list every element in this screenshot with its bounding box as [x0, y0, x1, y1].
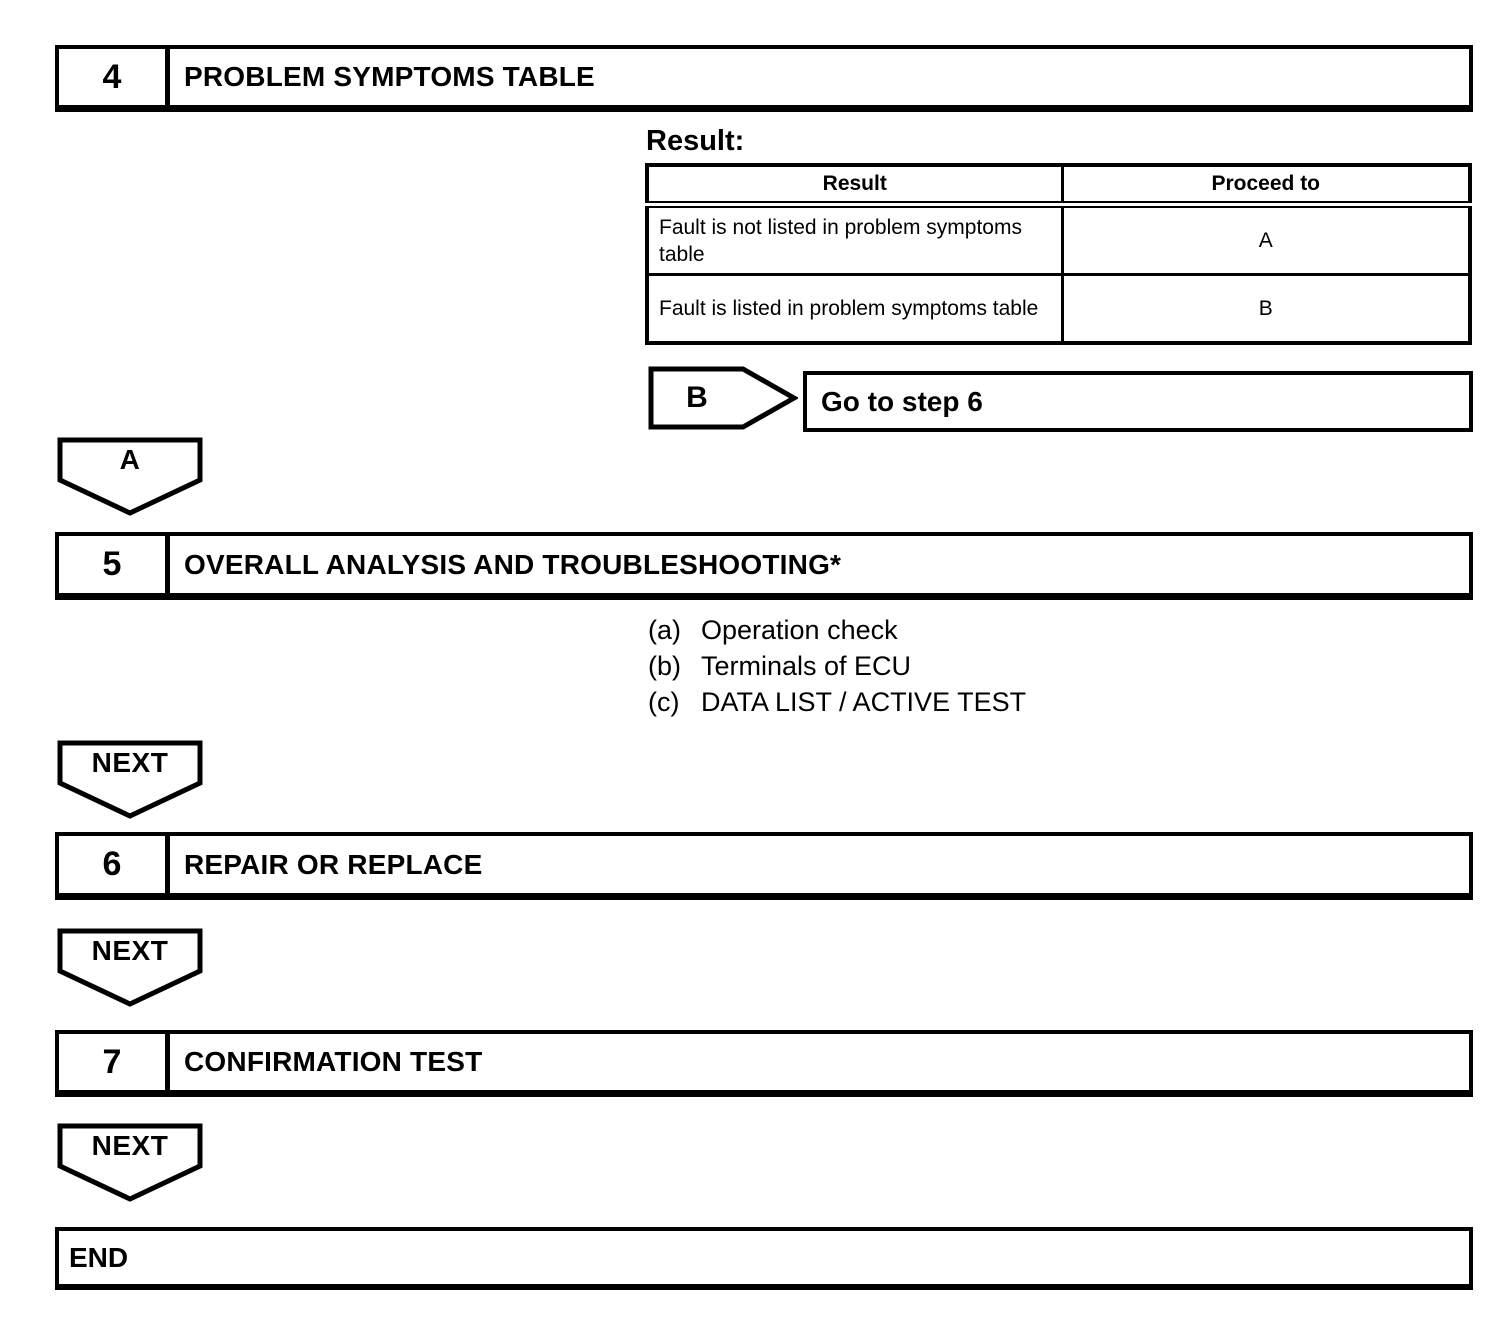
proceed-to-cell: B [1062, 275, 1470, 344]
step-6-box [55, 832, 1473, 900]
step-6-title: REPAIR OR REPLACE [184, 848, 483, 880]
list-item [648, 684, 1026, 720]
step-7-box [55, 1030, 1473, 1097]
branch-b-connector [648, 366, 798, 430]
next-label: NEXT [91, 1130, 169, 1161]
list-item-marker: (b) [648, 650, 681, 681]
step-5-box [55, 532, 1473, 600]
proceed-to-column-header: Proceed to [1062, 165, 1470, 205]
next-connector-2 [57, 928, 203, 1008]
list-item-text: DATA LIST / ACTIVE TEST [701, 686, 1027, 717]
end-box: END [55, 1227, 1473, 1290]
list-item-marker: (a) [648, 614, 681, 645]
next-label: NEXT [91, 747, 169, 778]
next-label: NEXT [91, 935, 169, 966]
step-5-detail-list [648, 612, 1026, 720]
step-4-box [55, 45, 1473, 112]
step-6-number: 6 [59, 836, 170, 893]
result-heading: Result: [646, 125, 745, 157]
list-item-text: Terminals of ECU [701, 650, 912, 681]
next-connector-3 [57, 1123, 203, 1203]
proceed-to-cell: A [1062, 205, 1470, 275]
list-item [648, 648, 1026, 684]
connector-a-label: A [119, 444, 141, 475]
next-connector-1 [57, 740, 203, 820]
step-4-title: PROBLEM SYMPTOMS TABLE [184, 61, 595, 92]
result-column-header: Result [647, 165, 1062, 205]
result-table [645, 163, 1472, 345]
branch-b-label: B [686, 381, 708, 414]
step-7-title: CONFIRMATION TEST [184, 1046, 483, 1077]
step-5-title: OVERALL ANALYSIS AND TROUBLESHOOTING* [184, 548, 842, 580]
list-item [648, 612, 1026, 648]
connector-a [57, 437, 203, 517]
result-cell: Fault is listed in problem symptoms table [647, 275, 1062, 344]
result-table-header-row [647, 165, 1470, 205]
result-cell: Fault is not listed in problem symptoms table [647, 205, 1062, 275]
list-item-text: Operation check [701, 614, 898, 645]
step-5-number: 5 [59, 536, 170, 593]
step-4-number: 4 [59, 49, 170, 105]
list-item-marker: (c) [648, 686, 680, 717]
table-row [647, 275, 1470, 344]
step-7-number: 7 [59, 1034, 170, 1090]
branch-b-action-box: Go to step 6 [803, 371, 1473, 432]
table-row [647, 205, 1470, 275]
